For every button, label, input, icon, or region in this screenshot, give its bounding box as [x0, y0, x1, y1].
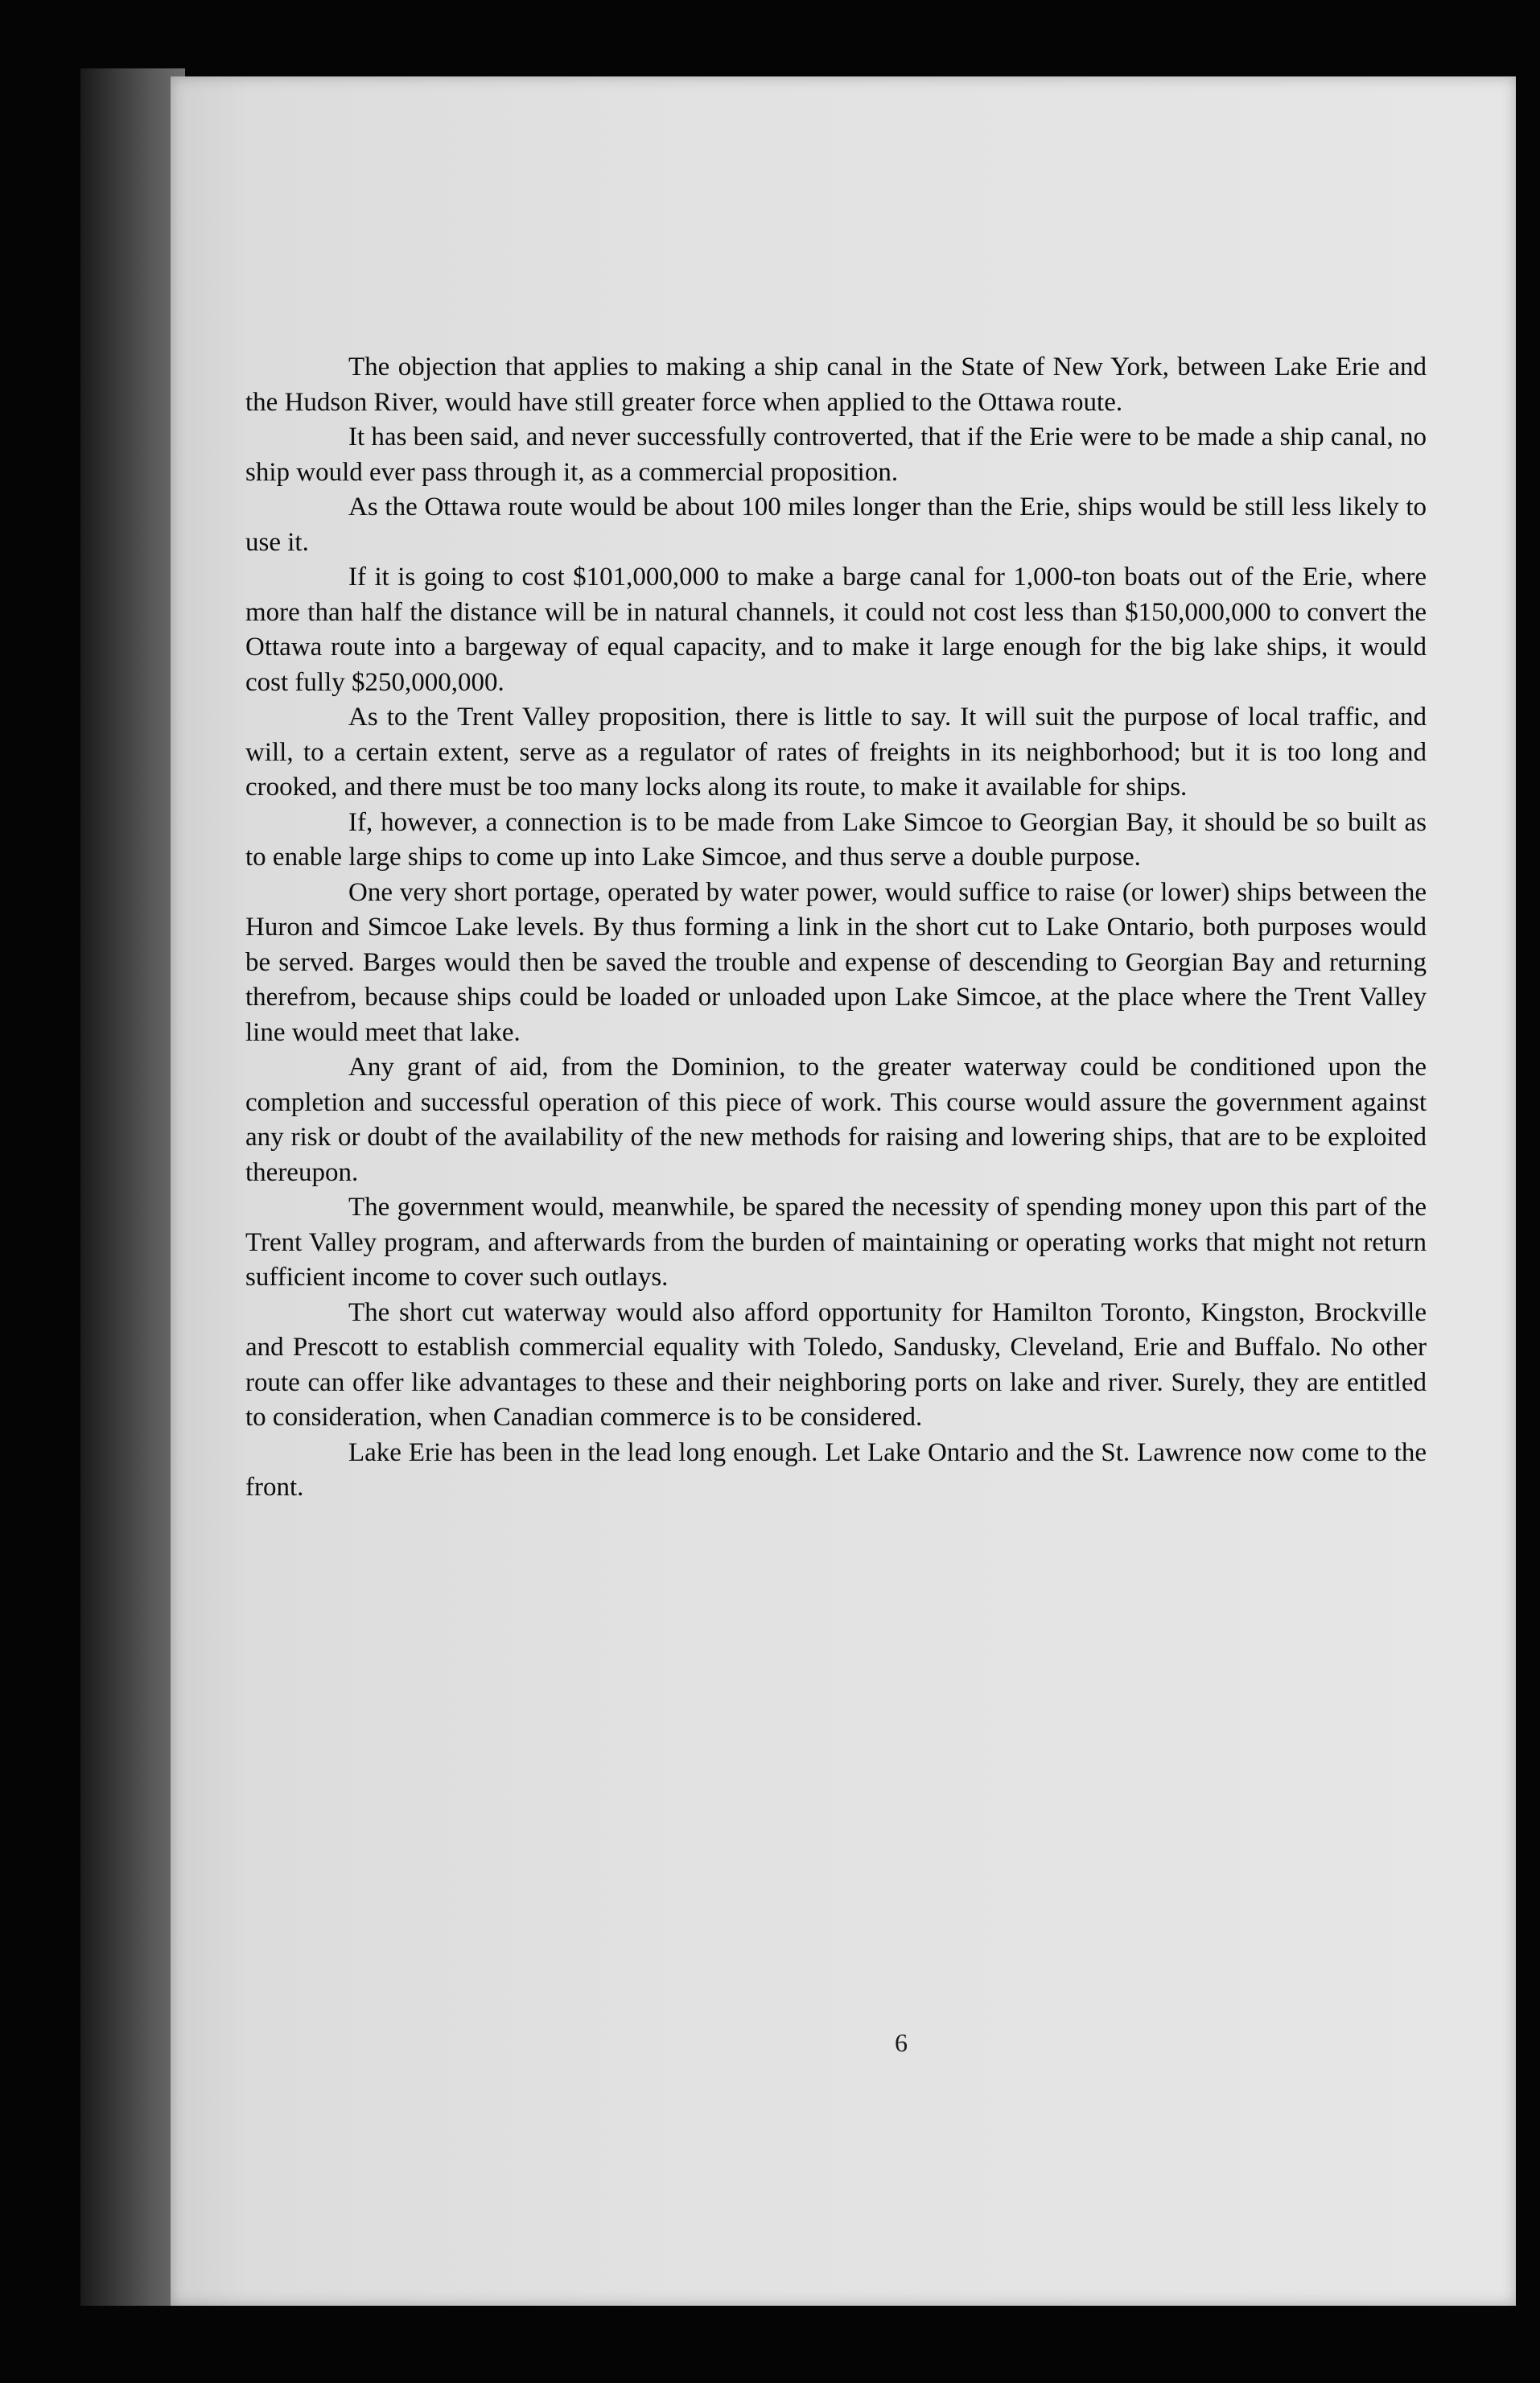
- page-number: 6: [895, 2028, 908, 2057]
- paragraph: The objection that applies to making a ship canal in the State of New York, between Lake Erie and the Hudson River, would have still greater force when applied to the Ottawa route.: [245, 353, 1427, 417]
- paragraph: It has been said, and never successfully controverted, that if the Erie were to be made a ship canal, no ship would ever pass through it, as a commercial proposition.: [245, 423, 1427, 487]
- paragraph: The short cut waterway would also afford opportunity for Hamilton Toronto, Kingston, Brockville and Prescott to establish commercial equality with Toledo, Sandusky, Cleveland, Erie and Buffalo. No other route can offer like advantages to these and their neighboring ports on lake and river. Surely, they are entitled to consideration, when Canadian commerce is to be considered.: [245, 1297, 1427, 1432]
- paragraph: One very short portage, operated by water power, would suffice to raise (or lower) ships between the Huron and Simcoe Lake levels. By thus forming a link in the short cut to Lake Ontario, both purposes would be served. Barges would then be saved the trouble and expense of descending to Georgian Bay and returning therefrom, because ships could be loaded or unloaded upon Lake Simcoe, at the place where the Trent Valley line would meet that lake.: [245, 877, 1427, 1047]
- paragraph: As the Ottawa route would be about 100 miles longer than the Erie, ships would be still less likely to use it.: [245, 493, 1427, 557]
- paragraph: Lake Erie has been in the lead long enough. Let Lake Ontario and the St. Lawrence now come to the front.: [245, 1437, 1427, 1502]
- paragraph: If, however, a connection is to be made from Lake Simcoe to Georgian Bay, it should be so built as to enable large ships to come up into Lake Simcoe, and thus serve a double purpose.: [245, 807, 1427, 872]
- page-binding-edge: [80, 68, 185, 2306]
- paragraph: Any grant of aid, from the Dominion, to the greater waterway could be conditioned upon the completion and successful operation of this piece of work. This course would assure the government against any risk or doubt of the availability of the new methods for raising and lowering ships, that are to be exploited thereupon.: [245, 1053, 1427, 1187]
- body-text: [245, 350, 1427, 1506]
- page-speck: [669, 197, 674, 202]
- paragraph: If it is going to cost $101,000,000 to make a barge canal for 1,000-ton boats out of the Erie, where more than half the distance will be in natural channels, it could not cost less than $150,000,000 to convert the Ottawa route into a bargeway of equal capacity, and to make it large enough for the big lake ships, it would cost fully $250,000,000.: [245, 563, 1427, 697]
- paragraph: The government would, meanwhile, be spared the necessity of spending money upon this part of the Trent Valley program, and afterwards from the burden of maintaining or operating works that might not return sufficient income to cover such outlays.: [245, 1193, 1427, 1292]
- paragraph: As to the Trent Valley proposition, there is little to say. It will suit the purpose of local traffic, and will, to a certain extent, serve as a regulator of rates of freights in its neighborhood; but it is too long and crooked, and there must be too many locks along its route, to make it available for ships.: [245, 703, 1427, 802]
